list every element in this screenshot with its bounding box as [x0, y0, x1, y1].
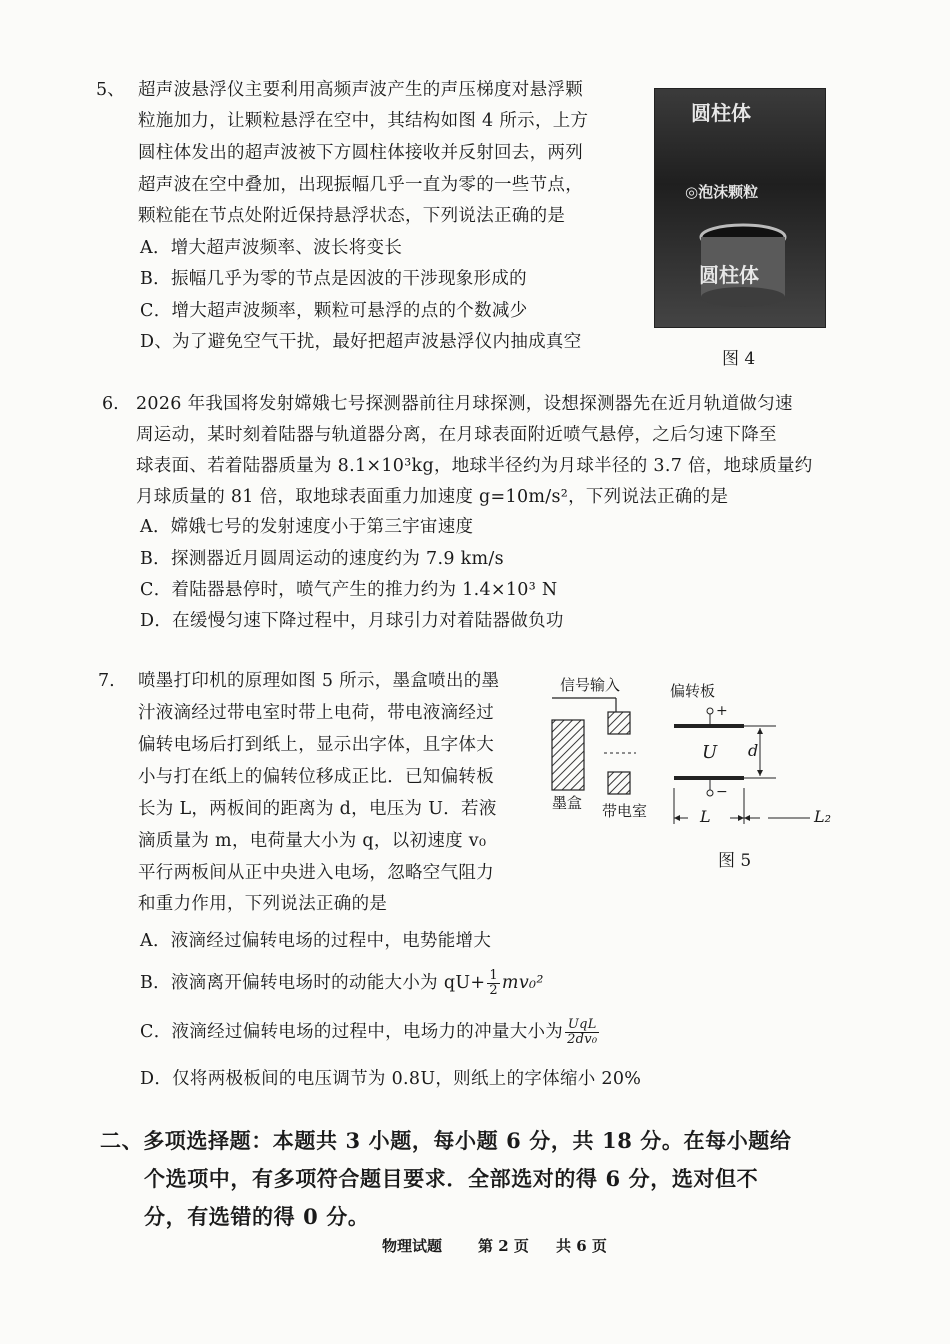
fig5-charge-label: 带电室 [602, 802, 648, 820]
fig4-top-label: 圆柱体 [691, 101, 751, 125]
q7-line-8: 和重力作用，下列说法正确的是 [138, 894, 388, 914]
footer-subject: 物理试题 [382, 1237, 443, 1255]
q7-option-c-fraction [565, 1018, 599, 1047]
deflector-plate-bottom [674, 776, 744, 780]
q5-line-4: 超声波在空中叠加，出现振幅几乎一直为零的一些节点， [138, 175, 583, 195]
q5-line-2: 粒施加力，让颗粒悬浮在空中，其结构如图 4 所示，上方 [138, 111, 589, 131]
q7-option-c-frac-num: UqL [565, 1018, 599, 1033]
q5-option-c: C．增大超声波频率，颗粒可悬浮的点的个数减少 [140, 301, 528, 321]
q7-line-6: 滴质量为 m，电荷量大小为 q，以初速度 v₀ [138, 831, 487, 851]
section-2-heading-line-1: 二、多项选择题：本题共 3 小题，每小题 6 分，共 18 分。在每小题给 [100, 1128, 792, 1153]
q6-line-2: 周运动，某时刻着陆器与轨道器分离，在月球表面附近喷气悬停，之后匀速下降至 [136, 425, 777, 445]
figure-5-caption: 图 5 [718, 851, 752, 871]
fig5-plus-sign: + [716, 703, 728, 719]
footer-total: 共 6 页 [556, 1237, 607, 1255]
deflector-plate-top [674, 724, 744, 728]
q5-line-3: 圆柱体发出的超声波被下方圆柱体接收并反射回去，两列 [138, 143, 583, 163]
q6-line-1: 2026 年我国将发射嫦娥七号探测器前往月球探测，设想探测器先在近月轨道做匀速 [136, 394, 793, 414]
section-2-heading-line-3: 分，有选错的得 0 分。 [144, 1204, 370, 1229]
q5-option-d: D、为了避免空气干扰，最好把超声波悬浮仪内抽成真空 [140, 332, 582, 352]
fig5-deflector-label: 偏转板 [670, 682, 716, 700]
q7-line-2: 汁液滴经过带电室时带上电荷，带电液滴经过 [138, 703, 494, 723]
q7-option-b-prefix: B．液滴离开偏转电场时的动能大小为 qU+ [140, 973, 486, 993]
fig4-mid-label: ◎泡沫颗粒 [685, 183, 759, 201]
q5-option-a: A．增大超声波频率、波长将变长 [140, 238, 403, 258]
q7-option-b-fraction [487, 969, 500, 998]
q7-line-5: 长为 L，两板间的距离为 d，电压为 U．若液 [138, 799, 497, 819]
footer-page: 第 2 页 [478, 1237, 529, 1255]
figure-4-caption: 图 4 [722, 349, 756, 369]
q6-option-a: A．嫦娥七号的发射速度小于第三宇宙速度 [140, 517, 474, 537]
fig5-d-label: d [748, 741, 759, 760]
q7-line-4: 小与打在纸上的偏转位移成正比．已知偏转板 [138, 767, 494, 787]
q7-option-c [140, 1018, 601, 1047]
q7-option-d: D．仅将两极板间的电压调节为 0.8U，则纸上的字体缩小 20% [140, 1069, 642, 1089]
q7-line-3: 偏转电场后打到纸上，显示出字体，且字体大 [138, 735, 494, 755]
q5-option-b: B．振幅几乎为零的节点是因波的干涉现象形成的 [140, 269, 527, 289]
q6-option-d: D．在缓慢匀速下降过程中，月球引力对着陆器做负功 [140, 611, 564, 631]
ink-cartridge [552, 720, 584, 790]
q7-option-b-frac-den: 2 [489, 983, 498, 998]
section-2-heading-line-2: 个选项中，有多项符合题目要求．全部选对的得 6 分，选对但不 [144, 1166, 759, 1191]
q5-line-1: 超声波悬浮仪主要利用高频声波产生的声压梯度对悬浮颗 [138, 80, 583, 100]
q7-option-c-frac-den: 2dv₀ [567, 1032, 598, 1047]
figure-4-photo [654, 88, 826, 328]
fig5-l2-label: L₂ [814, 807, 832, 826]
fig4-cylinder [655, 89, 825, 327]
q6-option-b: B．探测器近月圆周运动的速度约为 7.9 km/s [140, 549, 504, 569]
fig5-signal-label: 信号输入 [560, 676, 621, 694]
question-6-number: 6. [102, 394, 119, 414]
fig5-u-label: U [702, 742, 718, 763]
question-5-number: 5、 [96, 80, 125, 100]
fig5-ink-label: 墨盒 [552, 794, 583, 812]
q5-line-5: 颗粒能在节点处附近保持悬浮状态，下列说法正确的是 [138, 206, 566, 226]
charge-chamber-top [608, 712, 630, 734]
q7-line-7: 平行两板间从正中央进入电场，忽略空气阻力 [138, 863, 494, 883]
q7-option-a: A．液滴经过偏转电场的过程中，电势能增大 [140, 931, 492, 951]
fig5-minus-sign: − [716, 784, 728, 800]
question-7-number: 7. [98, 671, 115, 691]
fig5-l-label: L [700, 807, 711, 826]
q7-option-b-frac-num: 1 [489, 968, 498, 983]
q7-line-1: 喷墨打印机的原理如图 5 所示，墨盒喷出的墨 [138, 671, 500, 691]
q7-option-c-prefix: C．液滴经过偏转电场的过程中，电场力的冲量大小为 [140, 1022, 564, 1042]
q6-option-c: C．着陆器悬停时，喷气产生的推力约为 1.4×10³ N [140, 580, 558, 600]
charge-chamber-bottom [608, 772, 630, 794]
q6-line-3: 球表面、若着陆器质量为 8.1×10³kg，地球半径约为月球半径的 3.7 倍，地球质量约 [136, 456, 813, 476]
fig4-bottom-label: 圆柱体 [699, 263, 759, 287]
q7-option-b-suffix: mv₀² [501, 973, 544, 993]
q6-line-4: 月球质量的 81 倍，取地球表面重力加速度 g=10m/s²，下列说法正确的是 [136, 487, 729, 507]
q7-option-b [140, 969, 544, 998]
